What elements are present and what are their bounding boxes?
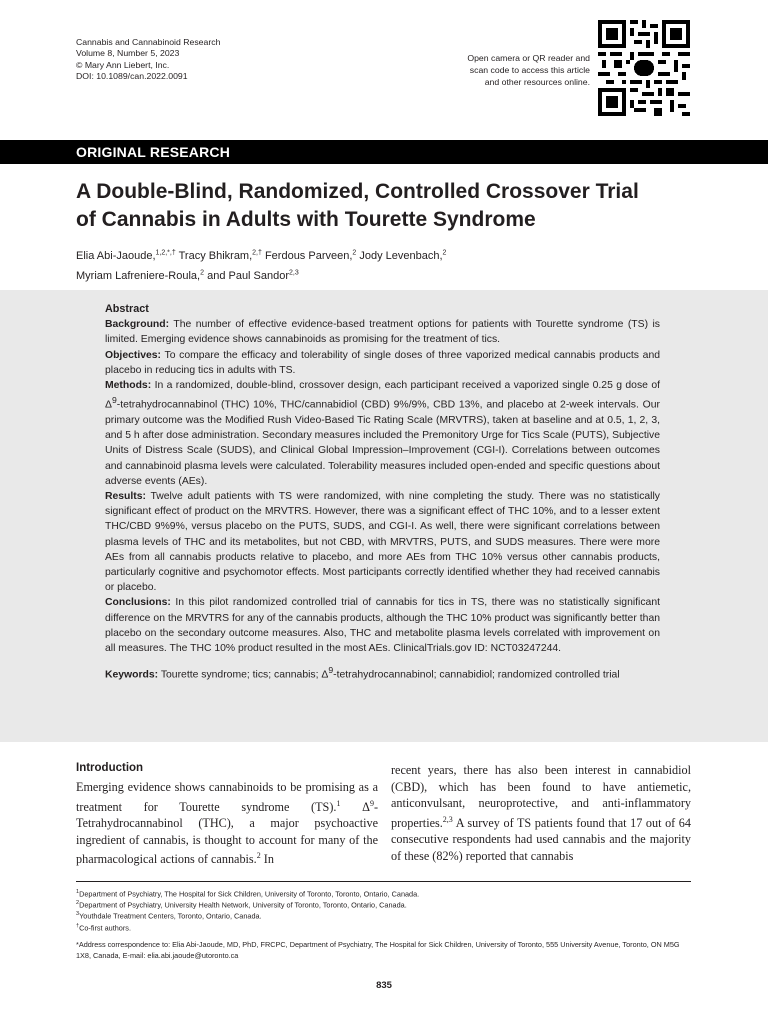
qr-instructions-line: Open camera or QR reader and [467, 53, 590, 63]
journal-doi[interactable]: DOI: 10.1089/can.2022.0091 [76, 70, 188, 81]
author: Myriam Lafreniere-Roula,$^2$ [76, 269, 205, 283]
abstract-keywords: Keywords: Tourette syndrome; tics; cannabis; $\Delta^9$-tetrahydrocannabinol; cannabidiol; randomized controlled trial [105, 665, 620, 681]
footnote: †Co-first authors. [76, 922, 131, 933]
footnote: $^1$Department of Psychiatry, The Hospital for Sick Children, University of Toronto, Toronto, Ontario, Canada. [76, 889, 420, 899]
abstract-background: Background: The number of effective evidence-based treatment options for patients with Tourette syndrome (TS) is limited. Emerging evidence shows cannabinoids as promising for the treatment of tics. [105, 319, 660, 346]
article-title-line: A Double-Blind, Randomized, Controlled Crossover Trial [76, 180, 639, 203]
abstract-objectives: Objectives: To compare the efficacy and tolerability of single doses of three vaporized medical cannabis products and placebo in reducing tics in adults with TS. [105, 349, 661, 376]
introduction-right-column: recent years, there has also been interest in cannabidiol (CBD), which has been found to have antiemetic, anticonvulsant, neuroprotective, and anti-inflammatory properties.$^{2,3}$ A survey of TS patients found that 17 out of 64 consecutive respondents had used cannabis and the majority of these (82%) reported that cannabis [391, 763, 691, 863]
article-title [76, 178, 696, 234]
page-number: 835 [376, 980, 392, 991]
abstract-conclusions: Conclusions: In this pilot randomized controlled trial of cannabis for tics in TS, there was no statistically significant difference on the MRVTRS for any of the cannabis products, although the THC 10% product was significantly better than placebo on the secondary outcome measures. Also, THC and metabolite plasma levels correlated with improvement on all measures. The THC 10% product resulted in the most AEs. ClinicalTrials.gov ID: NCT03247244. [105, 597, 660, 654]
abstract-results: Results: Twelve adult patients with TS were randomized, with nine completing the study. There was no statistically significant effect of product on the MRVTRS. However, there was a significant effect of THC 10%, and to a lesser extent THC/CBD 9%9%, versus placebo on the PUTS, SUDS, and CGI-I. As well, there were significant correlations between plasma levels of THC and its metabolites, but not CBD, with MRVTRS, PUTS, and SUDS measures. There were more AEs from all cannabis products relative to placebo, and more AEs from THC 10% versus other cannabis products, particularly cognitive and psychomotor effects. Most participants correctly identified whether they had received cannabis or placebo. [105, 490, 660, 594]
abstract-methods: Methods: In a randomized, double-blind, crossover design, each participant received a vaporized single 0.25 g dose of $\Delta^9$-tetrahydrocannabinol (THC) 10%, THC/cannabidiol (CBD) 9%/9%, CBD 13%, and placebo at 2-week intervals. Our primary outcome was the Modified Rush Video-Based Tic Rating Scale (MRVTRS), taken at baseline and at 0.5, 1, 2, 3, and 5 h after dose administration. Secondary measures included the Premonitory Urge for Tics Scale (PUTS), Subjective Units of Distress Scale (SUDS), and Clinical Global Impression–Improvement (CGI-I). Correlations between outcomes and cannabinoid plasma levels were calculated. Tolerability measures included open-ended and specific questions about adverse events (AEs). [105, 380, 661, 487]
abstract [105, 302, 660, 683]
author: and Paul Sandor$^{2,3}$ [207, 269, 299, 283]
qr-code[interactable] [598, 20, 690, 116]
journal-name: Cannabis and Cannabinoid Research [76, 37, 221, 47]
journal-copyright: © Mary Ann Liebert, Inc. [76, 59, 170, 70]
journal-meta [76, 37, 220, 82]
correspondence-note: *Address correspondence to: Elia Abi-Jaoude, MD, PhD, FRCPC, Department of Psychiatry, The Hospital for Sick Children, University of Toronto, 555 University Avenue, Toronto, ON M5G 1X8, Canada, E-mail: elia.abi.jaoude@utoronto.ca [76, 940, 680, 960]
introduction-left-column: Emerging evidence shows cannabinoids to be promising as a treatment for Tourette syndrome (TS).$^1$ $\Delta^9$-Tetrahydrocannabinol (THC), a major psychoactive ingredient of cannabis, is thought to account for many of the pharmacological actions of cannabis.$^2$ In [76, 780, 378, 867]
section-banner [0, 140, 768, 164]
footnote: $^2$Department of Psychiatry, University Health Network, University of Toronto, Toronto, Ontario, Canada. [76, 900, 407, 910]
introduction-heading: Introduction [76, 762, 144, 774]
section-label: ORIGINAL RESEARCH [76, 144, 231, 160]
article-title-line: of Cannabis in Adults with Tourette Syndrome [76, 208, 536, 231]
author: Jody Levenbach,$^2$ [359, 249, 447, 262]
author-list [76, 244, 696, 285]
qr-instructions-line: and other resources online. [484, 77, 590, 87]
journal-volume: Volume 8, Number 5, 2023 [76, 48, 180, 59]
qr-instructions-line: scan code to access this article [469, 65, 590, 75]
qr-instructions [420, 52, 590, 88]
author: Elia Abi-Jaoude,$^{1,2,*,\dagger}$ [76, 249, 176, 262]
footnote-divider [76, 881, 691, 882]
abstract-heading: Abstract [105, 303, 149, 315]
affiliation-footnotes [76, 888, 696, 933]
author: Tracy Bhikram,$^{2,\dagger}$ [178, 249, 262, 262]
author: Ferdous Parveen,$^2$ [264, 249, 357, 262]
footnote: $^3$Youthdale Treatment Centers, Toronto, Ontario, Canada. [76, 911, 262, 921]
